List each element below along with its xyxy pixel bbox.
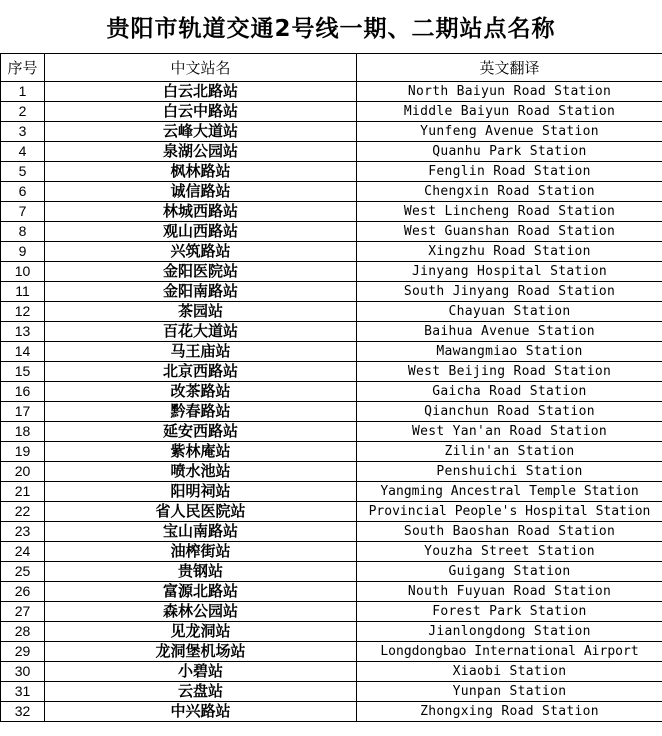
table-row <box>1 342 662 362</box>
station-chinese-name-cell[interactable]: 黔春路站 <box>45 402 357 422</box>
station-index-cell[interactable]: 18 <box>1 422 45 442</box>
station-english-name-cell[interactable]: South Jinyang Road Station <box>357 282 662 302</box>
table-row <box>1 682 662 702</box>
station-chinese-name-cell[interactable]: 森林公园站 <box>45 602 357 622</box>
table-row <box>1 542 662 562</box>
station-chinese-name-cell[interactable]: 改茶路站 <box>45 382 357 402</box>
station-chinese-name-cell[interactable]: 云峰大道站 <box>45 122 357 142</box>
station-index-cell[interactable]: 14 <box>1 342 45 362</box>
station-index-cell[interactable]: 26 <box>1 582 45 602</box>
station-chinese-name-cell[interactable]: 枫林路站 <box>45 162 357 182</box>
station-index-cell[interactable]: 25 <box>1 562 45 582</box>
station-english-name-cell[interactable]: Quanhu Park Station <box>357 142 662 162</box>
station-index-cell[interactable]: 1 <box>1 82 45 102</box>
station-chinese-name-cell[interactable]: 北京西路站 <box>45 362 357 382</box>
header-row <box>1 54 662 82</box>
station-english-name-cell[interactable]: Longdongbao International Airport <box>357 642 662 662</box>
station-index-cell[interactable]: 9 <box>1 242 45 262</box>
station-index-cell[interactable]: 10 <box>1 262 45 282</box>
table-row <box>1 262 662 282</box>
station-chinese-name-cell[interactable]: 兴筑路站 <box>45 242 357 262</box>
header-index[interactable]: 序号 <box>1 54 45 82</box>
station-index-cell[interactable]: 13 <box>1 322 45 342</box>
table-row <box>1 622 662 642</box>
station-english-name-cell[interactable]: Provincial People's Hospital Station <box>357 502 662 522</box>
station-chinese-name-cell[interactable]: 紫林庵站 <box>45 442 357 462</box>
station-index-cell[interactable]: 4 <box>1 142 45 162</box>
station-chinese-name-cell[interactable]: 泉湖公园站 <box>45 142 357 162</box>
station-chinese-name-cell[interactable]: 延安西路站 <box>45 422 357 442</box>
table-row <box>1 142 662 162</box>
station-english-name-cell[interactable]: Jinyang Hospital Station <box>357 262 662 282</box>
table-row <box>1 322 662 342</box>
table-row <box>1 582 662 602</box>
station-chinese-name-cell[interactable]: 油榨街站 <box>45 542 357 562</box>
station-index-cell[interactable]: 21 <box>1 482 45 502</box>
station-chinese-name-cell[interactable]: 阳明祠站 <box>45 482 357 502</box>
table-row <box>1 702 662 722</box>
table-row <box>1 162 662 182</box>
station-english-name-cell[interactable]: Yangming Ancestral Temple Station <box>357 482 662 502</box>
station-chinese-name-cell[interactable]: 富源北路站 <box>45 582 357 602</box>
table-row <box>1 122 662 142</box>
table-row <box>1 502 662 522</box>
table-row <box>1 482 662 502</box>
stations-table <box>0 53 662 722</box>
station-chinese-name-cell[interactable]: 茶园站 <box>45 302 357 322</box>
table-row <box>1 102 662 122</box>
table-row <box>1 222 662 242</box>
table-row <box>1 182 662 202</box>
station-chinese-name-cell[interactable]: 宝山南路站 <box>45 522 357 542</box>
station-chinese-name-cell[interactable]: 观山西路站 <box>45 222 357 242</box>
table-row <box>1 242 662 262</box>
header-chinese-name[interactable]: 中文站名 <box>45 54 357 82</box>
station-index-cell[interactable]: 11 <box>1 282 45 302</box>
station-english-name-cell[interactable]: Penshuichi Station <box>357 462 662 482</box>
station-index-cell[interactable]: 30 <box>1 662 45 682</box>
station-index-cell[interactable]: 32 <box>1 702 45 722</box>
station-english-name-cell[interactable]: West Yan'an Road Station <box>357 422 662 442</box>
station-index-cell[interactable]: 29 <box>1 642 45 662</box>
station-chinese-name-cell[interactable]: 贵钢站 <box>45 562 357 582</box>
stations-table-body <box>1 82 662 722</box>
sheet-title: 贵阳市轨道交通2号线一期、二期站点名称 <box>106 15 556 42</box>
station-index-cell[interactable]: 16 <box>1 382 45 402</box>
station-index-cell[interactable]: 24 <box>1 542 45 562</box>
table-row <box>1 202 662 222</box>
station-index-cell[interactable]: 19 <box>1 442 45 462</box>
station-chinese-name-cell[interactable]: 百花大道站 <box>45 322 357 342</box>
station-chinese-name-cell[interactable]: 诚信路站 <box>45 182 357 202</box>
station-index-cell[interactable]: 17 <box>1 402 45 422</box>
table-row <box>1 522 662 542</box>
station-index-cell[interactable]: 3 <box>1 122 45 142</box>
table-row <box>1 422 662 442</box>
station-english-name-cell[interactable]: West Beijing Road Station <box>357 362 662 382</box>
station-english-name-cell[interactable]: South Baoshan Road Station <box>357 522 662 542</box>
station-english-name-cell[interactable]: West Guanshan Road Station <box>357 222 662 242</box>
station-english-name-cell[interactable]: Gaicha Road Station <box>357 382 662 402</box>
station-english-name-cell[interactable]: Yunfeng Avenue Station <box>357 122 662 142</box>
table-row <box>1 402 662 422</box>
station-english-name-cell[interactable]: West Lincheng Road Station <box>357 202 662 222</box>
table-row <box>1 462 662 482</box>
station-chinese-name-cell[interactable]: 金阳医院站 <box>45 262 357 282</box>
station-index-cell[interactable]: 31 <box>1 682 45 702</box>
station-english-name-cell[interactable]: Forest Park Station <box>357 602 662 622</box>
station-index-cell[interactable]: 22 <box>1 502 45 522</box>
table-row <box>1 362 662 382</box>
station-english-name-cell[interactable]: Nouth Fuyuan Road Station <box>357 582 662 602</box>
station-english-name-cell[interactable]: Qianchun Road Station <box>357 402 662 422</box>
table-row <box>1 82 662 102</box>
station-chinese-name-cell[interactable]: 龙洞堡机场站 <box>45 642 357 662</box>
station-english-name-cell[interactable]: Xingzhu Road Station <box>357 242 662 262</box>
station-index-cell[interactable]: 7 <box>1 202 45 222</box>
station-english-name-cell[interactable]: Fenglin Road Station <box>357 162 662 182</box>
station-english-name-cell[interactable]: Zhongxing Road Station <box>357 702 662 722</box>
station-chinese-name-cell[interactable]: 马王庙站 <box>45 342 357 362</box>
station-english-name-cell[interactable]: Baihua Avenue Station <box>357 322 662 342</box>
station-index-cell[interactable]: 6 <box>1 182 45 202</box>
station-chinese-name-cell[interactable]: 省人民医院站 <box>45 502 357 522</box>
station-chinese-name-cell[interactable]: 喷水池站 <box>45 462 357 482</box>
station-index-cell[interactable]: 27 <box>1 602 45 622</box>
station-chinese-name-cell[interactable]: 白云北路站 <box>45 82 357 102</box>
station-index-cell[interactable]: 15 <box>1 362 45 382</box>
station-english-name-cell[interactable]: Mawangmiao Station <box>357 342 662 362</box>
station-english-name-cell[interactable]: Yunpan Station <box>357 682 662 702</box>
station-index-cell[interactable]: 23 <box>1 522 45 542</box>
table-row <box>1 662 662 682</box>
station-english-name-cell[interactable]: Jianlongdong Station <box>357 622 662 642</box>
table-row <box>1 642 662 662</box>
table-row <box>1 382 662 402</box>
station-chinese-name-cell[interactable]: 白云中路站 <box>45 102 357 122</box>
station-english-name-cell[interactable]: Chayuan Station <box>357 302 662 322</box>
station-chinese-name-cell[interactable]: 小碧站 <box>45 662 357 682</box>
station-chinese-name-cell[interactable]: 中兴路站 <box>45 702 357 722</box>
station-english-name-cell[interactable]: Youzha Street Station <box>357 542 662 562</box>
station-chinese-name-cell[interactable]: 林城西路站 <box>45 202 357 222</box>
table-row <box>1 562 662 582</box>
station-english-name-cell[interactable]: Guigang Station <box>357 562 662 582</box>
table-row <box>1 302 662 322</box>
station-index-cell[interactable]: 5 <box>1 162 45 182</box>
station-english-name-cell[interactable]: Xiaobi Station <box>357 662 662 682</box>
station-chinese-name-cell[interactable]: 云盘站 <box>45 682 357 702</box>
table-row <box>1 442 662 462</box>
station-english-name-cell[interactable]: Chengxin Road Station <box>357 182 662 202</box>
station-chinese-name-cell[interactable]: 金阳南路站 <box>45 282 357 302</box>
station-chinese-name-cell[interactable]: 见龙洞站 <box>45 622 357 642</box>
station-index-cell[interactable]: 28 <box>1 622 45 642</box>
station-english-name-cell[interactable]: North Baiyun Road Station <box>357 82 662 102</box>
station-index-cell[interactable]: 20 <box>1 462 45 482</box>
station-index-cell[interactable]: 2 <box>1 102 45 122</box>
station-english-name-cell[interactable]: Middle Baiyun Road Station <box>357 102 662 122</box>
station-index-cell[interactable]: 12 <box>1 302 45 322</box>
station-english-name-cell[interactable]: Zilin'an Station <box>357 442 662 462</box>
station-index-cell[interactable]: 8 <box>1 222 45 242</box>
table-row <box>1 282 662 302</box>
table-row <box>1 602 662 622</box>
header-english-name[interactable]: 英文翻译 <box>357 54 662 82</box>
